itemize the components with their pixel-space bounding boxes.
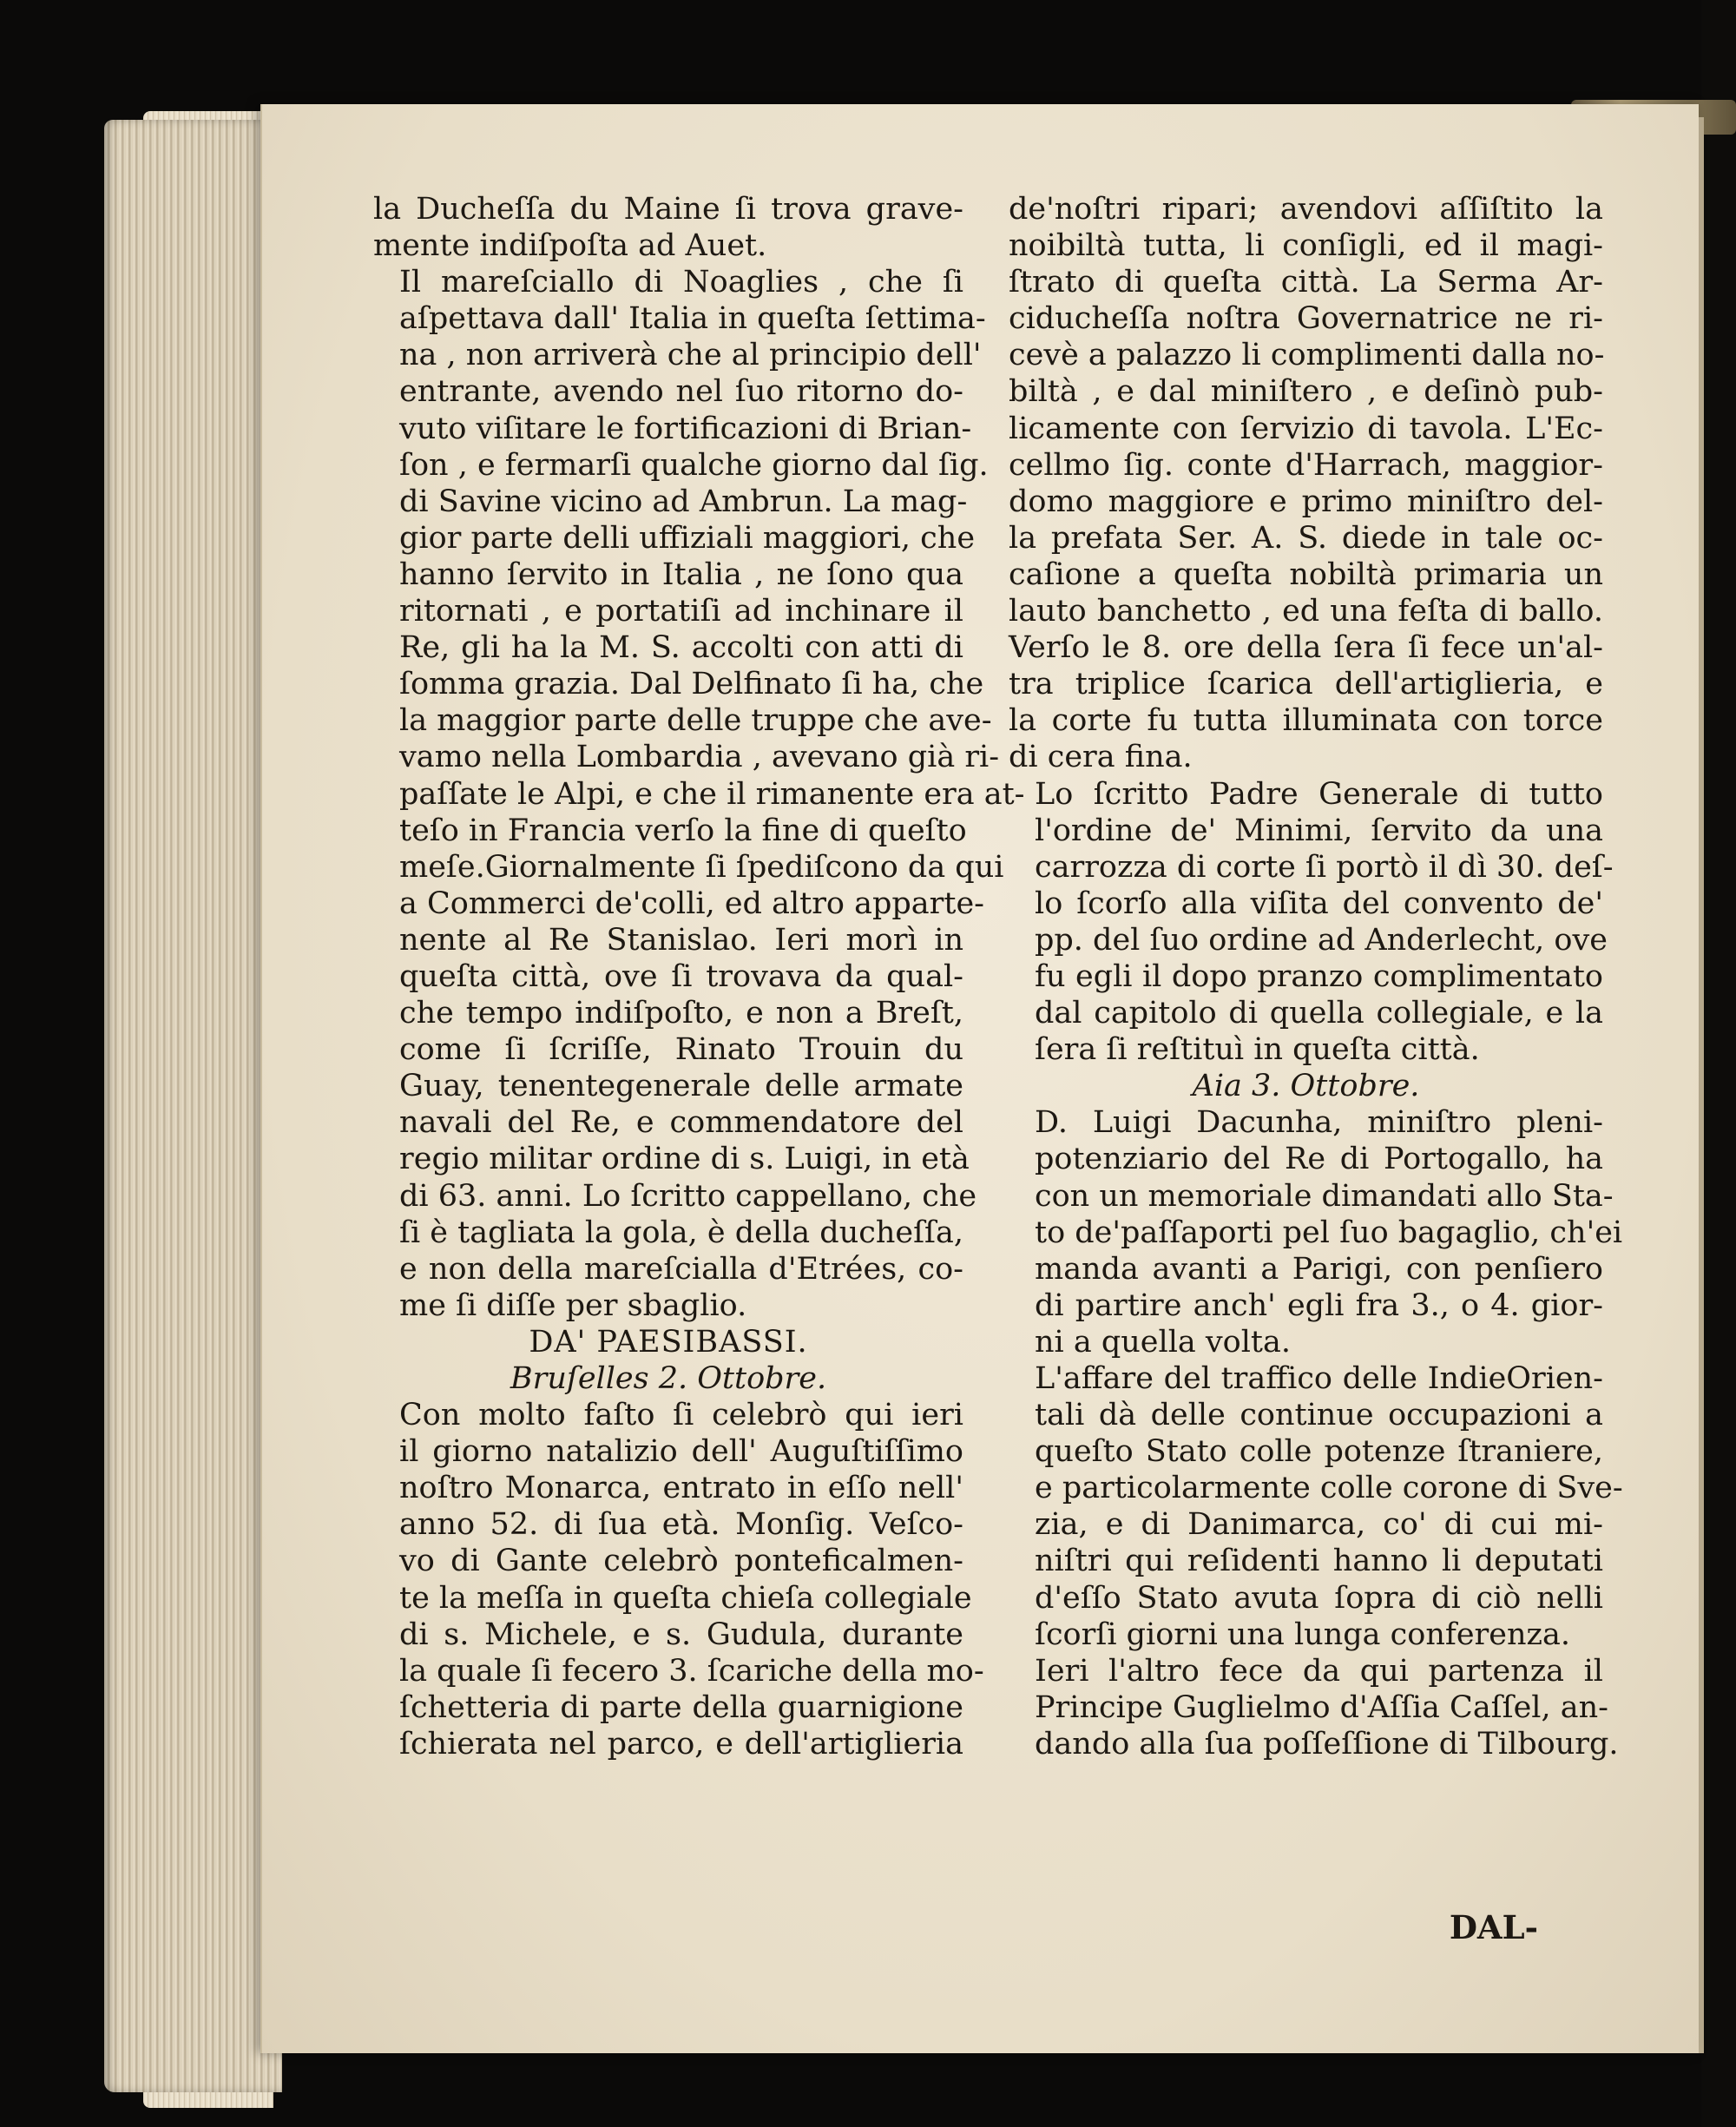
text-line: de'noſtri ripari; avendovi aſſiſtito la [1009,192,1603,227]
text-line: ni a quella volta. [1035,1324,1291,1360]
text-line: te la meſſa in queſta chieſa collegiale [399,1580,972,1616]
text-line: di s. Michele, e s. Gudula, durante [399,1617,963,1652]
text-line: l'ordine de' Minimi, ſervito da una [1035,813,1603,848]
text-line: Ieri l'altro fece da qui partenza il [1035,1653,1603,1689]
text-line: Il mareſciallo di Noaglies , che ſi [399,265,963,300]
text-line: ſi è tagliata la gola, è della ducheſſa, [399,1215,963,1250]
page-edges-stack [104,120,282,2092]
text-line: vo di Gante celebrò ponteficalmen- [399,1544,963,1579]
text-line: di cera fina. [1009,740,1193,775]
text-line: la Ducheſſa du Maine ſi trova grave- [373,192,963,227]
text-line: anno 52. di ſua età. Monſig. Veſco- [399,1507,963,1543]
text-line: Verſo le 8. ore della ſera ſi fece un'al- [1009,630,1603,666]
text-line: d'eſſo Stato avuta ſopra di ciò nelli [1035,1580,1603,1616]
text-line: Guay, tenentegenerale delle armate [399,1069,963,1104]
text-line: di partire anch' egli fra 3., o 4. gior- [1035,1287,1603,1323]
text-line: gior parte delli uffiziali maggiori, che [399,520,976,556]
left-column [373,191,1025,1762]
text-line: teſo in Francia verſo la fine di queſto [399,813,967,848]
text-line: dal capitolo di quella collegiale, e la [1035,996,1603,1031]
paragraph-duchess [373,191,963,264]
text-line: con un memoriale dimandati allo Sta- [1035,1178,1614,1214]
dateline-bruselles: Bruſelles 2. Ottobre. [510,1361,827,1396]
text-line: Lo ſcritto Padre Generale di tutto [1035,776,1603,812]
text-line: ritornati , e portatiſi ad inchinare il [399,594,963,629]
text-line: e non della mareſcialla d'Etrées, co- [399,1251,963,1287]
paragraph-dacunha [1009,1104,1623,1360]
text-line: di 63. anni. Lo ſcritto cappellano, che [399,1178,977,1214]
text-line: Re, gli ha la M. S. accolti con atti di [399,630,963,666]
text-line: niſtri qui reſidenti hanno li deputati [1035,1544,1603,1579]
background-right [1701,0,1736,2127]
text-line: zia, e di Danimarca, co' di cui mi- [1035,1507,1603,1543]
text-line: di Savine vicino ad Ambrun. La mag- [399,484,968,519]
text-line: tali dà delle continue occupazioni a [1035,1398,1603,1433]
paragraph-principe-guglielmo [1009,1653,1619,1762]
dateline-aia: Aia 3. Ottobre. [1192,1069,1420,1104]
text-line: lo ſcorſo alla viſita del convento de' [1035,886,1603,921]
text-line: che tempo indiſpoſto, e non a Breſt, [399,996,963,1031]
text-line: cellmo ſig. conte d'Harrach, maggior- [1009,447,1603,483]
text-line: il giorno natalizio dell' Auguſtiſſimo [399,1434,963,1470]
text-line: mente indiſpoſta ad Auet. [373,228,767,264]
text-line: na , non arriverà che al principio dell' [399,338,982,373]
text-line: la prefata Ser. A. S. diede in tale oc- [1009,520,1603,556]
text-line: hanno ſervito in Italia , ne ſono qua [399,556,963,592]
text-line: me ſi diſſe per sbaglio. [399,1287,747,1323]
catchword: DAL- [1449,1908,1538,1946]
paragraph-ripari [1009,191,1603,776]
text-line: la maggior parte delle truppe che ave- [399,703,992,739]
text-line: queſto Stato colle potenze ſtraniere, [1035,1434,1603,1470]
text-line: licamente con ſervizio di tavola. L'Ec- [1009,411,1603,446]
text-line: pp. del ſuo ordine ad Anderlecht, ove [1035,922,1608,958]
text-line: fu egli il dopo pranzo complimentato [1035,958,1603,994]
text-line: ciducheſſa noſtra Governatrice ne ri- [1009,301,1603,337]
text-line: ſera ſi reſtituì in queſta città. [1035,1032,1480,1068]
text-line: meſe.Giornalmente ſi ſpediſcono da qui [399,849,1004,885]
text-line: domo maggiore e primo miniſtro del- [1009,484,1603,519]
text-line: nente al Re Stanislao. Ieri morì in [399,922,963,958]
text-line: tra triplice ſcarica dell'artiglieria, e [1009,667,1603,702]
text-line: noibiltà tutta, li conſigli, ed il magi- [1009,228,1603,264]
paragraph-noaglies [373,264,1025,1324]
section-heading: DA' PAESIBASSI. [529,1324,808,1360]
text-line: la quale ſi fecero 3. ſcariche della mo- [399,1653,984,1689]
paragraph-indie-orientali [1009,1360,1623,1653]
text-line: to de'paſſaporti pel ſuo bagaglio, ch'ei [1035,1215,1623,1250]
text-line: ſon , e fermarſi qualche giorno dal ſig. [399,447,989,483]
text-line: regio militar ordine di s. Luigi, in età [399,1142,970,1177]
right-column [1009,191,1623,1762]
text-line: biltà , e dal miniſtero , e deſinò pub- [1009,374,1603,410]
text-line: come ſi ſcriſſe, Rinato Trouin du [399,1032,963,1068]
text-line: aſpettava dall' Italia in queſta ſettima- [399,301,986,337]
text-line: entrante, avendo nel ſuo ritorno do- [399,374,963,410]
text-line: potenziario del Re di Portogallo, ha [1035,1142,1603,1177]
text-line: navali del Re, e commendatore del [399,1105,963,1141]
text-line: dando alla ſua poſſeſſione di Tilbourg. [1035,1726,1619,1762]
paragraph-minimi [1009,776,1614,1069]
text-line: paſſate le Alpi, e che il rimanente era at- [399,776,1025,812]
text-line: ſomma grazia. Dal Delfinato ſi ha, che [399,667,984,702]
text-line: queſta città, ove ſi trovava da qual- [399,958,963,994]
text-line: ſtrato di queſta città. La Serma Ar- [1009,265,1603,300]
text-line: vuto viſitare le fortificazioni di Brian- [399,411,972,446]
text-line: manda avanti a Parigi, con penſiero [1035,1251,1603,1287]
text-line: noſtro Monarca, entrato in eſſo nell' [399,1471,963,1506]
text-line: carrozza di corte ſi portò il dì 30. deſ- [1035,849,1614,885]
text-line: L'affare del traffico delle IndieOrien- [1035,1361,1603,1396]
text-line: D. Luigi Dacunha, miniſtro pleni- [1035,1105,1603,1141]
text-line: a Commerci de'colli, ed altro apparte- [399,886,985,921]
text-line: caſione a queſta nobiltà primaria un [1009,556,1603,592]
text-line: ſcorſi giorni una lunga conferenza. [1035,1617,1570,1652]
text-line: Con molto faſto ſi celebrò qui ieri [399,1398,963,1433]
text-line: ſchierata nel parco, e dell'artiglieria [399,1726,963,1762]
text-line: vamo nella Lombardia , avevano già ri- [399,740,1000,775]
book-page [260,104,1699,2053]
text-line: lauto banchetto , ed una feſta di ballo. [1009,594,1603,629]
text-line: e particolarmente colle corone di Sve- [1035,1471,1623,1506]
text-line: cevè a palazzo li complimenti dalla no- [1009,338,1605,373]
paragraph-monarca [373,1397,984,1762]
text-line: la corte fu tutta illuminata con torce [1009,703,1603,739]
text-line: ſchetteria di parte della guarnigione [399,1689,963,1725]
text-line: Principe Guglielmo d'Aſſia Caſſel, an- [1035,1689,1608,1725]
